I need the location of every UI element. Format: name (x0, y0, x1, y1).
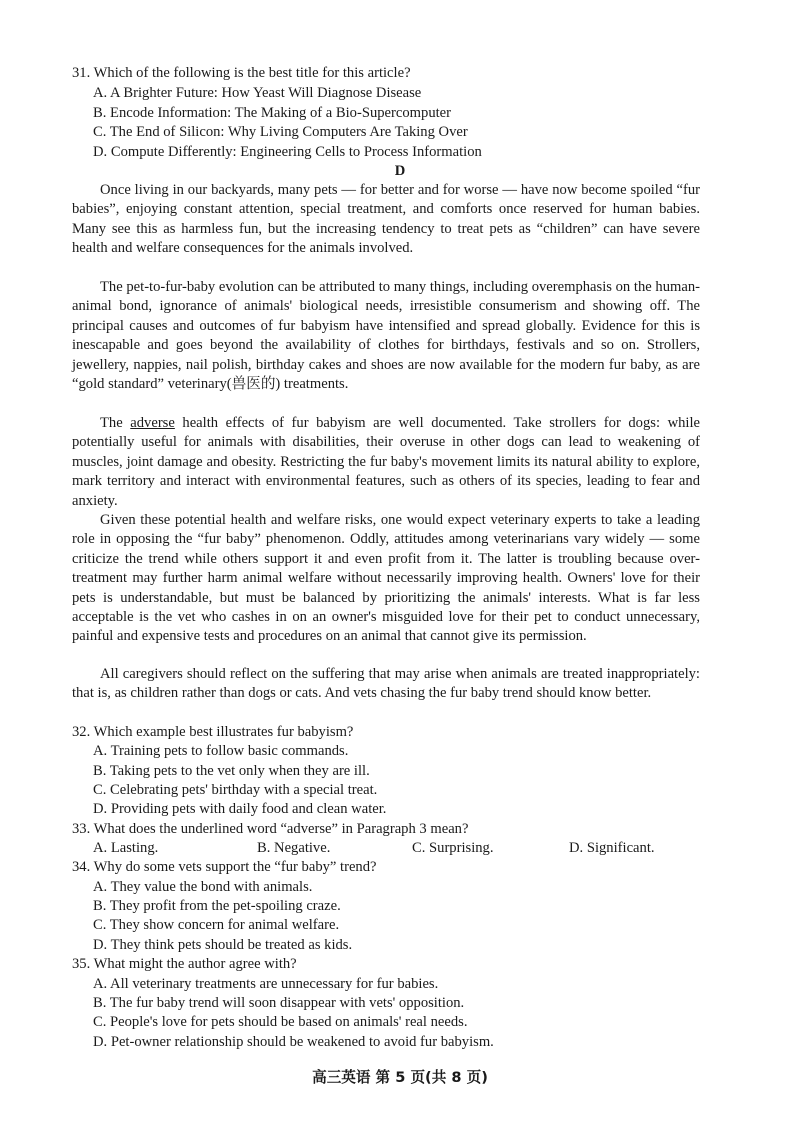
q31-stem: 31. Which of the following is the best title for this article? (72, 65, 411, 81)
q35-option-d: D. Pet-owner relationship should be weakened to avoid fur babyism. (93, 1034, 494, 1050)
q35-option-a: A. All veterinary treatments are unnecessary for fur babies. (93, 976, 439, 992)
q33-option-c: C. Surprising. (412, 840, 494, 856)
q31-option-a: A. A Brighter Future: How Yeast Will Diagnose Disease (93, 85, 422, 101)
q34-option-d: D. They think pets should be treated as kids. (93, 937, 353, 953)
q32-option-d: D. Providing pets with daily food and clean water. (93, 801, 387, 817)
underlined-word-adverse: adverse (130, 415, 175, 431)
q33-stem: 33. What does the underlined word “adverse” in Paragraph 3 mean? (72, 821, 469, 837)
q33-option-b: B. Negative. (257, 840, 331, 856)
q32-option-b: B. Taking pets to the vet only when they are ill. (93, 763, 370, 779)
q34-stem: 34. Why do some vets support the “fur baby” trend? (72, 859, 377, 875)
q34-option-c: C. They show concern for animal welfare. (93, 917, 340, 933)
q32-option-a: A. Training pets to follow basic commands. (93, 743, 349, 759)
passage-paragraph-1: Once living in our backyards, many pets — for better and for worse — have now become spoiled “fur babies”, enjoying constant attention, special treatment, and comforts once reserved for human babies. Many see this as harmless fun, but the increasing tendency to treat pets as “children” can have severe health and welfare consequences for the animals involved. (72, 182, 700, 257)
passage-paragraph-3 (72, 414, 700, 511)
q31-option-d: D. Compute Differently: Engineering Cells to Process Information (93, 144, 482, 160)
q33-option-a: A. Lasting. (93, 840, 159, 856)
paragraph-3-body: health effects of fur babyism are well documented. Take strollers for dogs: while potentially useful for animals with disabilities, their overuse in other dogs can lead to weakening of muscles, joint damage and obesity. Restricting the fur baby's movement limits its natural ability to explore, mark territory and interact with environmental features, such as others of its species, leading to fear and anxiety. (72, 415, 700, 509)
passage-paragraph-5: All caregivers should reflect on the suffering that may arise when animals are treated inappropriately: that is, as children rather than dogs or cats. And vets chasing the fur baby trend should know better. (72, 666, 700, 702)
passage-paragraph-4: Given these potential health and welfare risks, one would expect veterinary experts to take a leading role in opposing the “fur baby” phenomenon. Oddly, attitudes among veterinarians vary widely — some criticize the trend while others support it and even profit from it. The latter is troubling because over-treatment may further harm animal welfare without necessarily improving health. Owners' love for their pets is understandable, but must be balanced by prioritizing the animals' interests. What is far less acceptable is the vet who cashes in on an owner's misguided love for their pet to conduct unnecessary, painful and expensive tests and procedures on an animal that cannot give its permission. (72, 512, 700, 645)
q35-option-c: C. People's love for pets should be based on animals' real needs. (93, 1014, 468, 1030)
q35-stem: 35. What might the author agree with? (72, 956, 297, 972)
q35-option-b: B. The fur baby trend will soon disappear with vets' opposition. (93, 995, 465, 1011)
passage-paragraph-2: The pet-to-fur-baby evolution can be attributed to many things, including overemphasis on the human-animal bond, ignorance of animals' biological needs, irresistible consumerism and showing off. The principal causes and outcomes of fur babyism have intensified and spread globally. Evidence for this is inescapable and goes beyond the availability of clothes for birthdays, festivals and so on. Strollers, jewellery, nappies, nail polish, birthday cakes and shoes are now available for the modern fur baby, as are “gold standard” veterinary(兽医的) treatments. (72, 279, 700, 393)
paragraph-3-lead: The (100, 415, 131, 431)
q31-option-c: C. The End of Silicon: Why Living Computers Are Taking Over (93, 124, 468, 140)
section-d-heading: D (394, 163, 406, 179)
q31-option-b: B. Encode Information: The Making of a Bio-Supercomputer (93, 105, 452, 121)
q32-stem: 32. Which example best illustrates fur babyism? (72, 724, 354, 740)
q32-option-c: C. Celebrating pets' birthday with a special treat. (93, 782, 378, 798)
q34-option-b: B. They profit from the pet-spoiling craze. (93, 898, 341, 914)
page-footer: 高三英语 第 5 页(共 8 页) (312, 1069, 488, 1086)
q33-option-d: D. Significant. (569, 840, 655, 856)
q34-option-a: A. They value the bond with animals. (93, 879, 313, 895)
